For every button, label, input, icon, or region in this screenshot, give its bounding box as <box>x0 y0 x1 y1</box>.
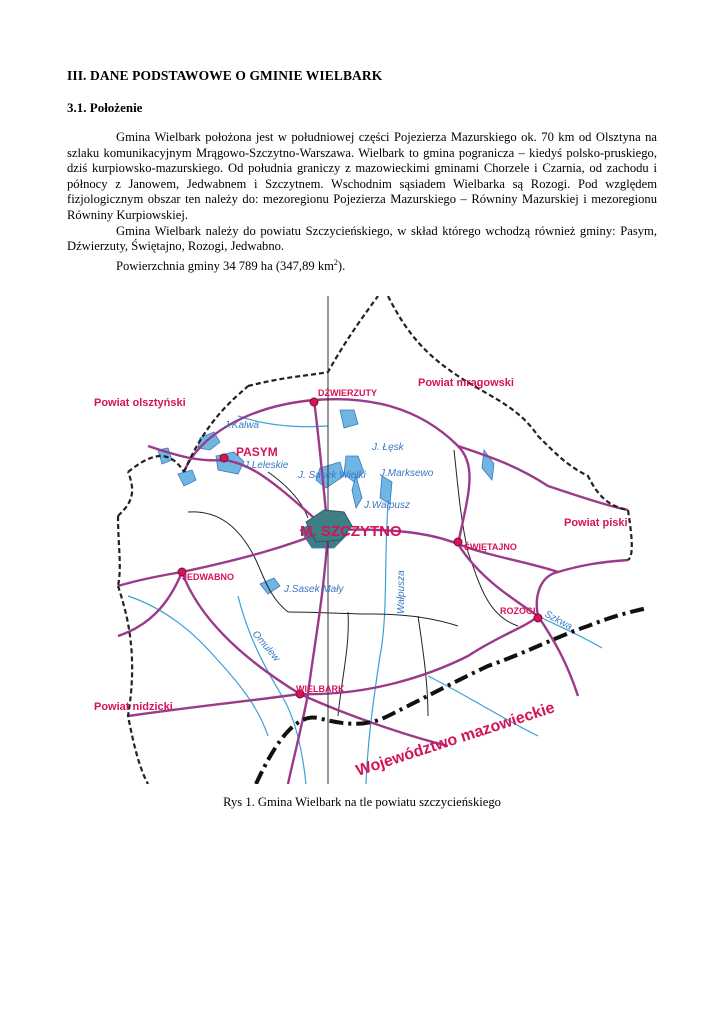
label-j-sasek-maly: J.Sasek Mały <box>284 584 344 595</box>
label-jedwabno: JEDWABNO <box>182 572 235 582</box>
area-superscript: 2 <box>333 257 338 267</box>
river-walpusza <box>366 506 388 784</box>
marker-swietajno <box>454 538 462 546</box>
label-swietajno: ŚWIĘTAJNO <box>464 542 517 552</box>
label-powiat-piski: Powiat piski <box>564 517 628 529</box>
label-powiat-nidzicki: Powiat nidzicki <box>94 701 173 713</box>
label-wielbark: WIELBARK <box>296 684 345 694</box>
marker-dzwierzuty <box>310 398 318 406</box>
label-pasym: PASYM <box>236 445 278 459</box>
marker-pasym <box>220 454 228 462</box>
label-j-walpusz: J.Wałpusz <box>364 500 410 511</box>
area-suffix: ). <box>337 258 346 273</box>
river-west <box>128 596 268 736</box>
road-east-north <box>458 446 628 510</box>
section-heading: 3.1. Położenie <box>67 100 143 115</box>
label-j-lesk: J. Łęsk <box>372 442 404 453</box>
label-wojewodztwo-mazowieckie: Województwo mazowieckie <box>353 699 557 780</box>
label-rozogi: ROZOGI <box>500 606 536 616</box>
label-j-marksewo: J.Marksewo <box>380 468 434 479</box>
label-szczytno: M. SZCZYTNO <box>300 523 402 540</box>
label-powiat-olsztynski: Powiat olsztyński <box>94 397 186 409</box>
paragraph-location: Gmina Wielbark położona jest w południowej części Pojezierza Mazurskiego ok. 70 km od Olsztyna na szlaku komunikacyjnym Mrągowo-Szczytno-Warszawa. Wielbark to gmina pogranicza – kiedyś polsko-pruskiego, dziś kurpiowsko-mazurskiego. Od południa graniczy z mazowieckimi gminami Chorzele i Czarnia, od zachodu i północy z Janowem, Jedwabnem i Szczytnem. Wschodnim sąsiadem Wielbarka są Rozogi. Pod względem fizjologicznym obszar ten należy do: mezoregionu Pojezierza Mazurskiego – Równiny Mazurskiej i mezoregionu Równiny Kurpiowskiej. <box>67 130 657 222</box>
body-text <box>67 130 657 275</box>
area-text: Powierzchnia gminy 34 789 ha (347,89 km <box>116 258 334 273</box>
district-map <box>88 296 652 784</box>
label-dzwierzuty: DŹWIERZUTY <box>318 388 377 398</box>
label-j-kalwa: J.Kalwa <box>224 420 260 431</box>
label-omulew: Omulew <box>249 628 282 665</box>
paragraph-district: Gmina Wielbark należy do powiatu Szczycieńskiego, w skład którego wchodzą również gminy: Pasym, Dźwierzuty, Świętajno, Rozogi, Jedwabno. <box>67 223 657 254</box>
paragraph-area <box>67 255 657 275</box>
road-ring-south <box>182 572 538 694</box>
label-powiat-mragowski: Powiat mrągowski <box>418 377 514 389</box>
road-rozogi-north <box>537 560 628 616</box>
chapter-heading: III. DANE PODSTAWOWE O GMINIE WIELBARK <box>67 68 383 83</box>
label-j-leleskie: J.Leleskie <box>244 460 289 471</box>
label-j-sasek-wielki: J. Sasek Wielki <box>298 470 366 481</box>
voivodeship-border <box>256 608 648 784</box>
label-walpusza: Wałpusza <box>396 570 407 614</box>
lake-west-2 <box>178 470 196 486</box>
figure-caption: Rys 1. Gmina Wielbark na tle powiatu szczycieńskiego <box>223 795 501 809</box>
roads <box>118 399 628 784</box>
lake-north <box>340 410 358 428</box>
label-szkwa: Szkwa <box>542 608 574 633</box>
